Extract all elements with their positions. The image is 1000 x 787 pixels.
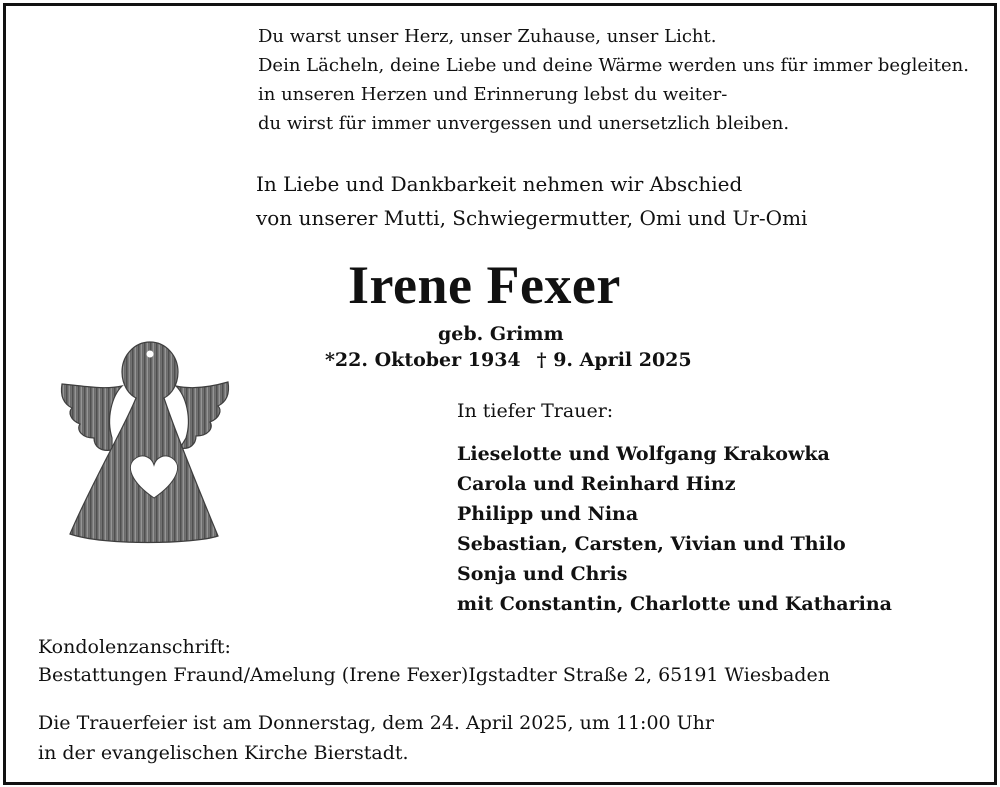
mourner-line: Sebastian, Carsten, Vivian und Thilo [457, 533, 846, 555]
wooden-angel-with-heart-icon [54, 338, 234, 550]
birth-name: geb. Grimm [438, 323, 564, 345]
intro-line: von unserer Mutti, Schwiegermutter, Omi und Ur-Omi [256, 206, 808, 230]
mourner-line: Philipp und Nina [457, 503, 639, 525]
mourner-line: Carola und Reinhard Hinz [457, 473, 736, 495]
mourner-line: mit Constantin, Charlotte und Katharina [457, 593, 892, 615]
mourner-line: Sonja und Chris [457, 563, 628, 585]
mourner-line: Lieselotte und Wolfgang Krakowka [457, 443, 830, 465]
life-dates [325, 349, 692, 371]
condolence-label: Kondolenzanschrift: [38, 636, 231, 658]
mourners-list [457, 439, 892, 619]
intro-line: In Liebe und Dankbarkeit nehmen wir Abschied [256, 172, 743, 196]
poem-line: du wirst für immer unvergessen und unersetzlich bleiben. [258, 113, 790, 134]
poem-line: Dein Lächeln, deine Liebe und deine Wärme werden uns für immer begleiten. [258, 55, 969, 76]
ceremony-line: Die Trauerfeier ist am Donnerstag, dem 24. April 2025, um 11:00 Uhr [38, 712, 715, 734]
mourners-heading: In tiefer Trauer: [457, 400, 614, 422]
birth-date: *22. Oktober 1934 [325, 349, 521, 371]
poem-line: in unseren Herzen und Erinnerung lebst du weiter- [258, 84, 728, 105]
ceremony-info [38, 708, 714, 768]
poem-line: Du warst unser Herz, unser Zuhause, unser Licht. [258, 26, 717, 47]
deceased-name: Irene Fexer [348, 255, 621, 315]
death-date: † 9. April 2025 [536, 349, 692, 371]
ceremony-line: in der evangelischen Kirche Bierstadt. [38, 742, 409, 764]
farewell-intro [256, 167, 807, 235]
condolence-address: Bestattungen Fraund/Amelung (Irene Fexer)Igstadter Straße 2, 65191 Wiesbaden [38, 664, 830, 686]
poem [258, 22, 969, 138]
